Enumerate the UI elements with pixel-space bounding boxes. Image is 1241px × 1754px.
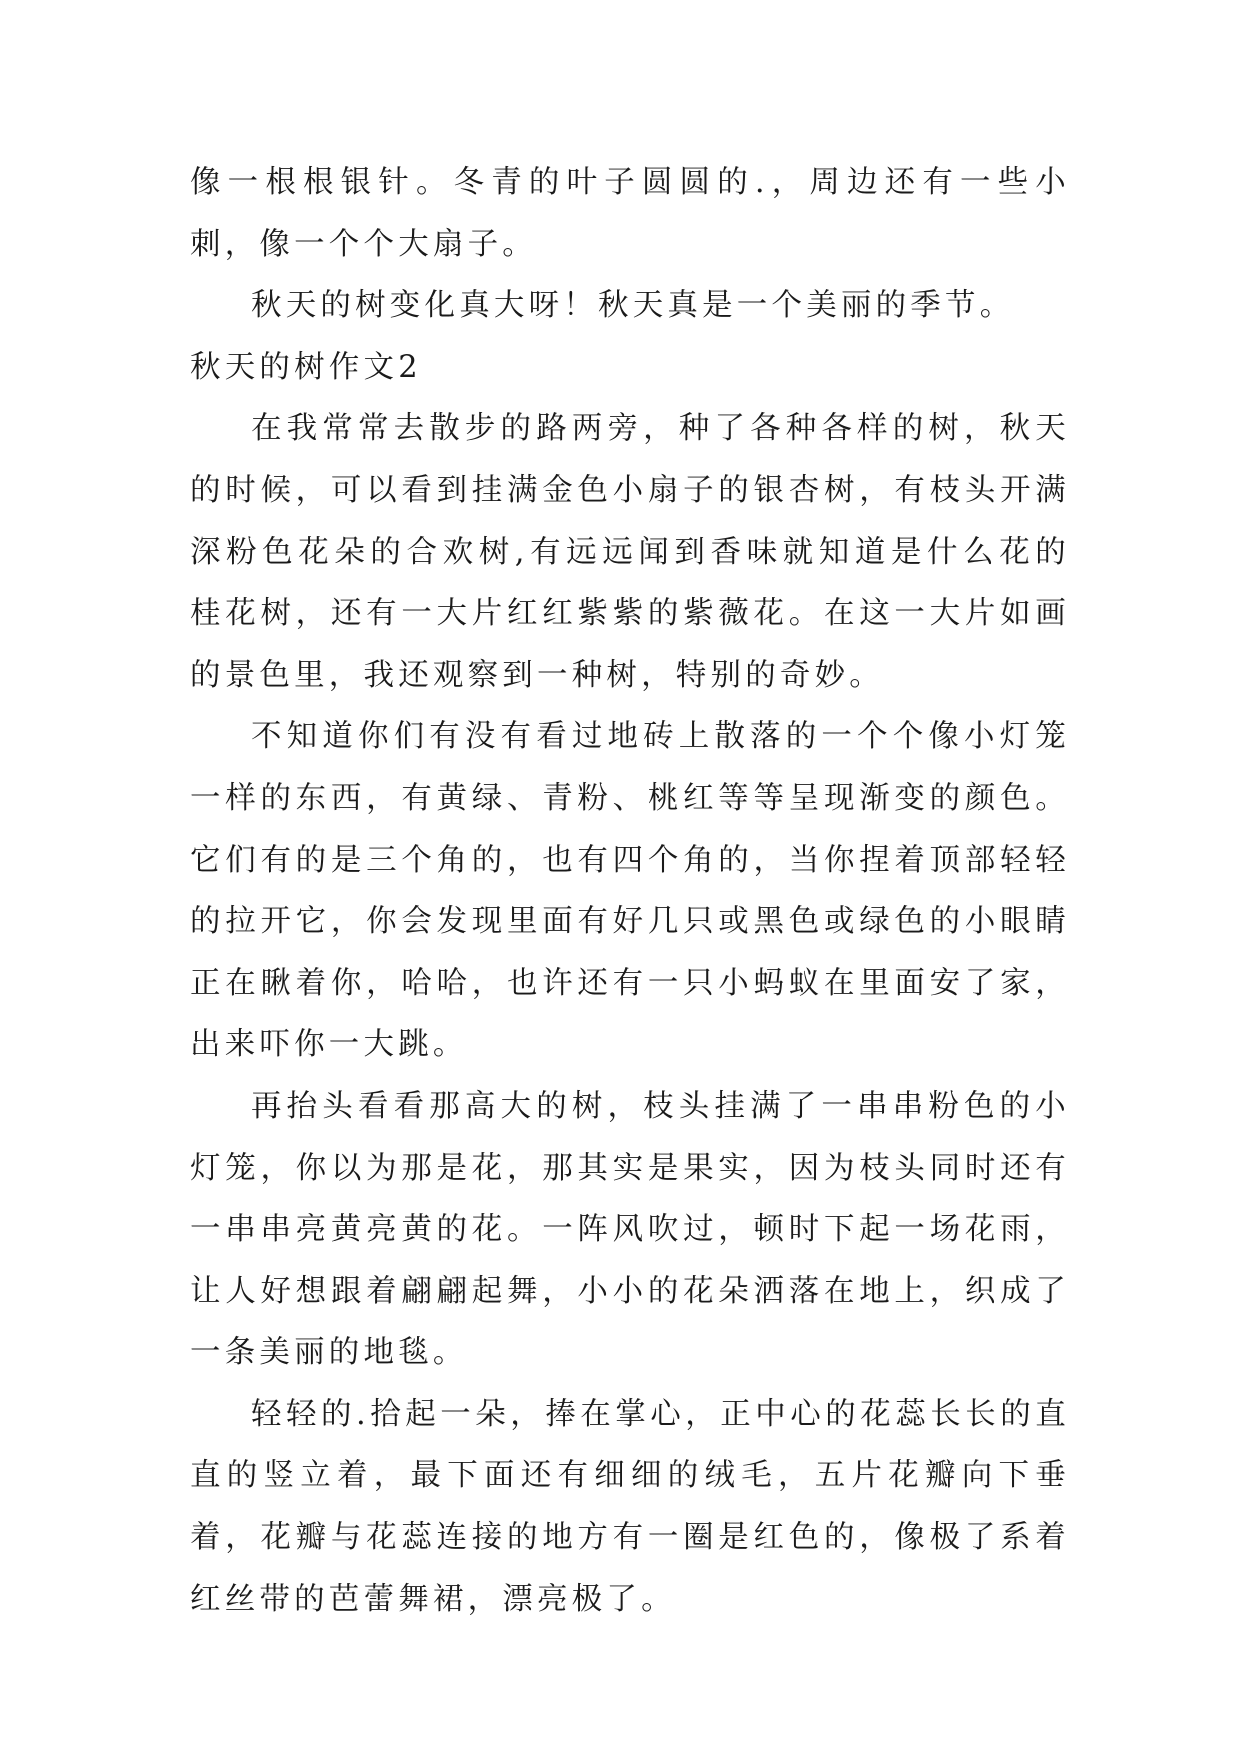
document-body	[190, 152, 1070, 1630]
paragraph-lanterns: 不知道你们有没有看过地砖上散落的一个个像小灯笼一样的东西，有黄绿、青粉、桃红等等呈现渐变的颜色。它们有的是三个角的，也有四个角的，当你捏着顶部轻轻的拉开它，你会发现里面有好几只或黑色或绿色的小眼睛正在瞅着你，哈哈，也许还有一只小蚂蚁在里面安了家，出来吓你一大跳。	[190, 719, 1070, 1063]
section-title: 秋天的树作文2	[190, 349, 422, 385]
paragraph-trees: 在我常常去散步的路两旁，种了各种各样的树，秋天的时候，可以看到挂满金色小扇子的银杏树，有枝头开满深粉色花朵的合欢树,有远远闻到香味就知道是什么花的桂花树，还有一大片红红紫紫的紫薇花。在这一大片如画的景色里，我还观察到一种树，特别的奇妙。	[190, 411, 1070, 693]
paragraph-continued: 像一根根银针。冬青的叶子圆圆的.，周边还有一些小刺，像一个个大扇子。	[190, 165, 1070, 262]
paragraph-flower-detail: 轻轻的.拾起一朵，捧在掌心，正中心的花蕊长长的直直的竖立着，最下面还有细细的绒毛，五片花瓣向下垂着，花瓣与花蕊连接的地方有一圈是红色的，像极了系着红丝带的芭蕾舞裙，漂亮极了。	[190, 1396, 1070, 1617]
paragraph-summary: 秋天的树变化真大呀！秋天真是一个美丽的季节。	[251, 288, 1015, 324]
paragraph-flower-rain: 再抬头看看那高大的树，枝头挂满了一串串粉色的小灯笼，你以为那是花，那其实是果实，因为枝头同时还有一串串亮黄亮黄的花。一阵风吹过，顿时下起一场花雨，让人好想跟着翩翩起舞，小小的花朵洒落在地上，织成了一条美丽的地毯。	[190, 1088, 1070, 1371]
